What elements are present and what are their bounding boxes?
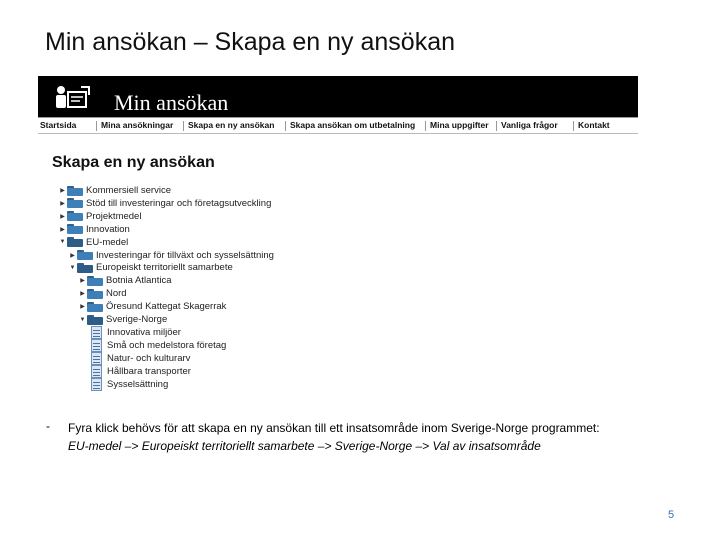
folder-icon [67, 198, 83, 208]
folder-icon [67, 211, 83, 221]
tree-item-label: Små och medelstora företag [107, 339, 227, 351]
document-icon [90, 378, 103, 391]
collapsed-arrow-icon[interactable]: ▶ [70, 252, 75, 259]
nav-item[interactable]: Kontakt [578, 120, 610, 130]
page-heading: Skapa en ny ansökan [52, 154, 215, 171]
document-icon [90, 339, 103, 352]
caption [68, 419, 600, 455]
collapsed-arrow-icon[interactable]: ▶ [60, 200, 65, 207]
tree-folder-item[interactable] [58, 210, 141, 223]
nav-separator [496, 121, 497, 131]
person-document-icon [54, 85, 90, 109]
tree-item-label: Innovation [86, 223, 130, 235]
tree-folder-item[interactable] [68, 261, 233, 274]
tree-item-label: EU-medel [86, 236, 129, 248]
tree-folder-item[interactable] [58, 223, 130, 236]
tree-item-label: Projektmedel [86, 210, 142, 222]
caption-line-1: Fyra klick behövs för att skapa en ny ansökan till ett insatsområde inom Sverige-Norge programmet: [68, 421, 600, 435]
tree-item-label: Hållbara transporter [107, 365, 191, 377]
nav-separator [573, 121, 574, 131]
tree-item-label: Innovativa miljöer [107, 326, 181, 338]
page-number: 5 [668, 509, 675, 521]
folder-icon [77, 250, 93, 260]
tree-folder-item[interactable] [68, 249, 274, 262]
main-nav [38, 117, 638, 134]
document-icon [90, 326, 103, 339]
caption-bullet: - [46, 419, 50, 433]
tree-item-label: Öresund Kattegat Skagerrak [106, 301, 227, 313]
document-icon [90, 352, 103, 365]
nav-item[interactable]: Skapa en ny ansökan [188, 120, 275, 130]
nav-separator [183, 121, 184, 131]
collapsed-arrow-icon[interactable]: ▶ [80, 291, 85, 298]
expanded-arrow-icon[interactable]: ▼ [59, 239, 66, 246]
tree-folder-item[interactable] [78, 300, 226, 313]
nav-item[interactable]: Mina uppgifter [430, 120, 489, 130]
collapsed-arrow-icon[interactable]: ▶ [80, 304, 85, 311]
tree-leaf-item[interactable] [90, 326, 181, 339]
tree-item-label: Sverige-Norge [106, 314, 168, 325]
tree-folder-item[interactable] [78, 313, 167, 326]
folder-icon [67, 237, 83, 247]
folder-icon [87, 302, 103, 312]
folder-icon [77, 263, 93, 273]
tree-leaf-item[interactable] [90, 352, 190, 365]
tree-item-label: Natur- och kulturarv [107, 352, 191, 364]
tree-leaf-item[interactable] [90, 365, 191, 378]
nav-item[interactable]: Mina ansökningar [101, 120, 174, 130]
collapsed-arrow-icon[interactable]: ▶ [60, 226, 65, 233]
expanded-arrow-icon[interactable]: ▼ [79, 316, 86, 323]
collapsed-arrow-icon[interactable]: ▶ [60, 188, 65, 194]
tree-folder-item[interactable] [58, 197, 271, 210]
folder-icon [87, 289, 103, 299]
nav-item[interactable]: Startsida [40, 120, 77, 130]
nav-separator [425, 121, 426, 131]
nav-separator [96, 121, 97, 131]
app-title: Min ansökan [114, 90, 229, 115]
folder-icon [87, 315, 103, 325]
tree-leaf-item[interactable] [90, 378, 168, 391]
slide-title: Min ansökan – Skapa en ny ansökan [45, 28, 455, 56]
nav-item[interactable]: Vanliga frågor [501, 120, 558, 130]
tree-folder-item[interactable] [78, 274, 172, 287]
collapsed-arrow-icon[interactable]: ▶ [80, 278, 85, 285]
nav-separator [285, 121, 286, 131]
tree-item-label: Sysselsättning [107, 378, 169, 390]
tree-folder-item[interactable] [58, 184, 171, 197]
folder-icon [87, 276, 103, 286]
tree-leaf-item[interactable] [90, 339, 226, 352]
app-screenshot [38, 76, 638, 398]
nav-item[interactable]: Skapa ansökan om utbetalning [290, 120, 416, 130]
folder-icon [67, 224, 83, 234]
tree-item-label: Europeiskt territoriellt samarbete [96, 262, 233, 274]
document-icon [90, 365, 103, 378]
tree-item-label: Nord [106, 288, 127, 300]
collapsed-arrow-icon[interactable]: ▶ [60, 213, 65, 220]
tree-folder-item[interactable] [58, 236, 128, 249]
tree-item-label: Kommersiell service [86, 185, 171, 196]
expanded-arrow-icon[interactable]: ▼ [69, 264, 76, 271]
app-header [38, 76, 638, 117]
tree-item-label: Botnia Atlantica [106, 275, 172, 287]
tree-item-label: Investeringar för tillväxt och sysselsättning [96, 249, 274, 261]
tree-item-label: Stöd till investeringar och företagsutveckling [86, 197, 272, 209]
folder-icon [67, 186, 83, 196]
tree-folder-item[interactable] [78, 287, 127, 300]
caption-line-2: EU-medel –> Europeiskt territoriellt samarbete –> Sverige-Norge –> Val av insatsområde [68, 439, 541, 453]
